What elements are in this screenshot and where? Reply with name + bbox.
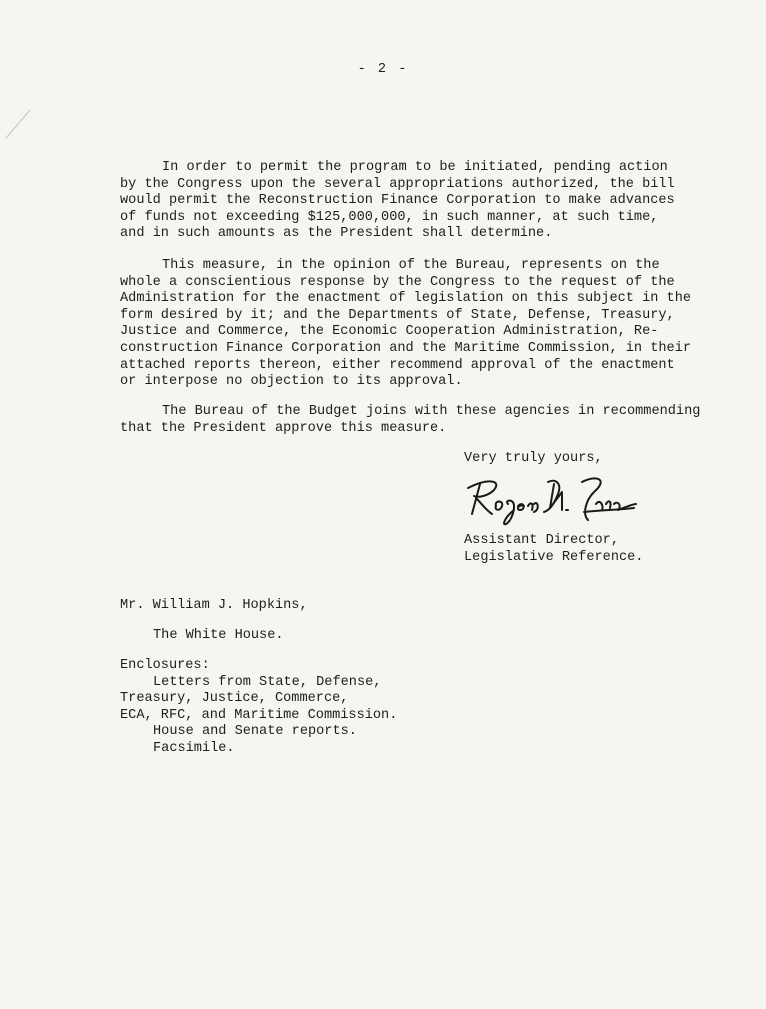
handwritten-signature <box>458 470 638 532</box>
signer-title-line: Legislative Reference. <box>464 549 644 565</box>
text-line: This measure, in the opinion of the Bureau, represents on the <box>162 258 660 273</box>
addressee-block <box>120 598 308 644</box>
enclosure-line: House and Senate reports. <box>153 724 357 740</box>
text-line: would permit the Reconstruction Finance Corporation to make advances <box>120 193 675 209</box>
text-line: form desired by it; and the Departments of State, Defense, Treasury, <box>120 307 675 323</box>
page-number: - 2 - <box>357 62 409 77</box>
text-line: In order to permit the program to be initiated, pending action <box>162 160 668 175</box>
text-line: Justice and Commerce, the Economic Cooperation Administration, Re- <box>120 324 659 340</box>
signature-drawing <box>458 470 638 532</box>
text-line: construction Finance Corporation and the Maritime Commission, in their <box>120 340 692 356</box>
addressee-location: The White House. <box>153 627 284 643</box>
signer-title-line: Assistant Director, <box>464 533 619 548</box>
enclosure-line: ECA, RFC, and Maritime Commission. <box>120 707 398 723</box>
enclosures-block <box>120 658 397 758</box>
text-line: attached reports thereon, either recommend approval of the enactment <box>120 357 675 373</box>
enclosures-heading: Enclosures: <box>120 658 210 673</box>
text-line: whole a conscientious response by the Congress to the request of the <box>120 274 675 290</box>
enclosure-line: Letters from State, Defense, <box>153 674 382 690</box>
closing-salutation: Very truly yours, <box>464 451 603 466</box>
text-line: of funds not exceeding $125,000,000, in such manner, at such time, <box>120 209 659 225</box>
text-line: by the Congress upon the several appropriations authorized, the bill <box>120 176 675 192</box>
paragraph-bureau-opinion <box>120 258 730 391</box>
text-line: or interpose no objection to its approval. <box>120 374 463 390</box>
paragraph-rfc-advances <box>120 160 730 243</box>
text-line: and in such amounts as the President shall determine. <box>120 226 553 242</box>
text-line: that the President approve this measure. <box>120 420 447 436</box>
paper-crease-mark <box>4 108 32 140</box>
signer-title <box>464 533 643 566</box>
paragraph-recommendation <box>120 404 730 437</box>
enclosure-line: Treasury, Justice, Commerce, <box>120 691 349 707</box>
enclosure-line: Facsimile. <box>153 740 235 756</box>
text-line: Administration for the enactment of legislation on this subject in the <box>120 291 692 307</box>
text-line: The Bureau of the Budget joins with these agencies in recommending <box>162 404 701 419</box>
addressee-name: Mr. William J. Hopkins, <box>120 598 308 613</box>
